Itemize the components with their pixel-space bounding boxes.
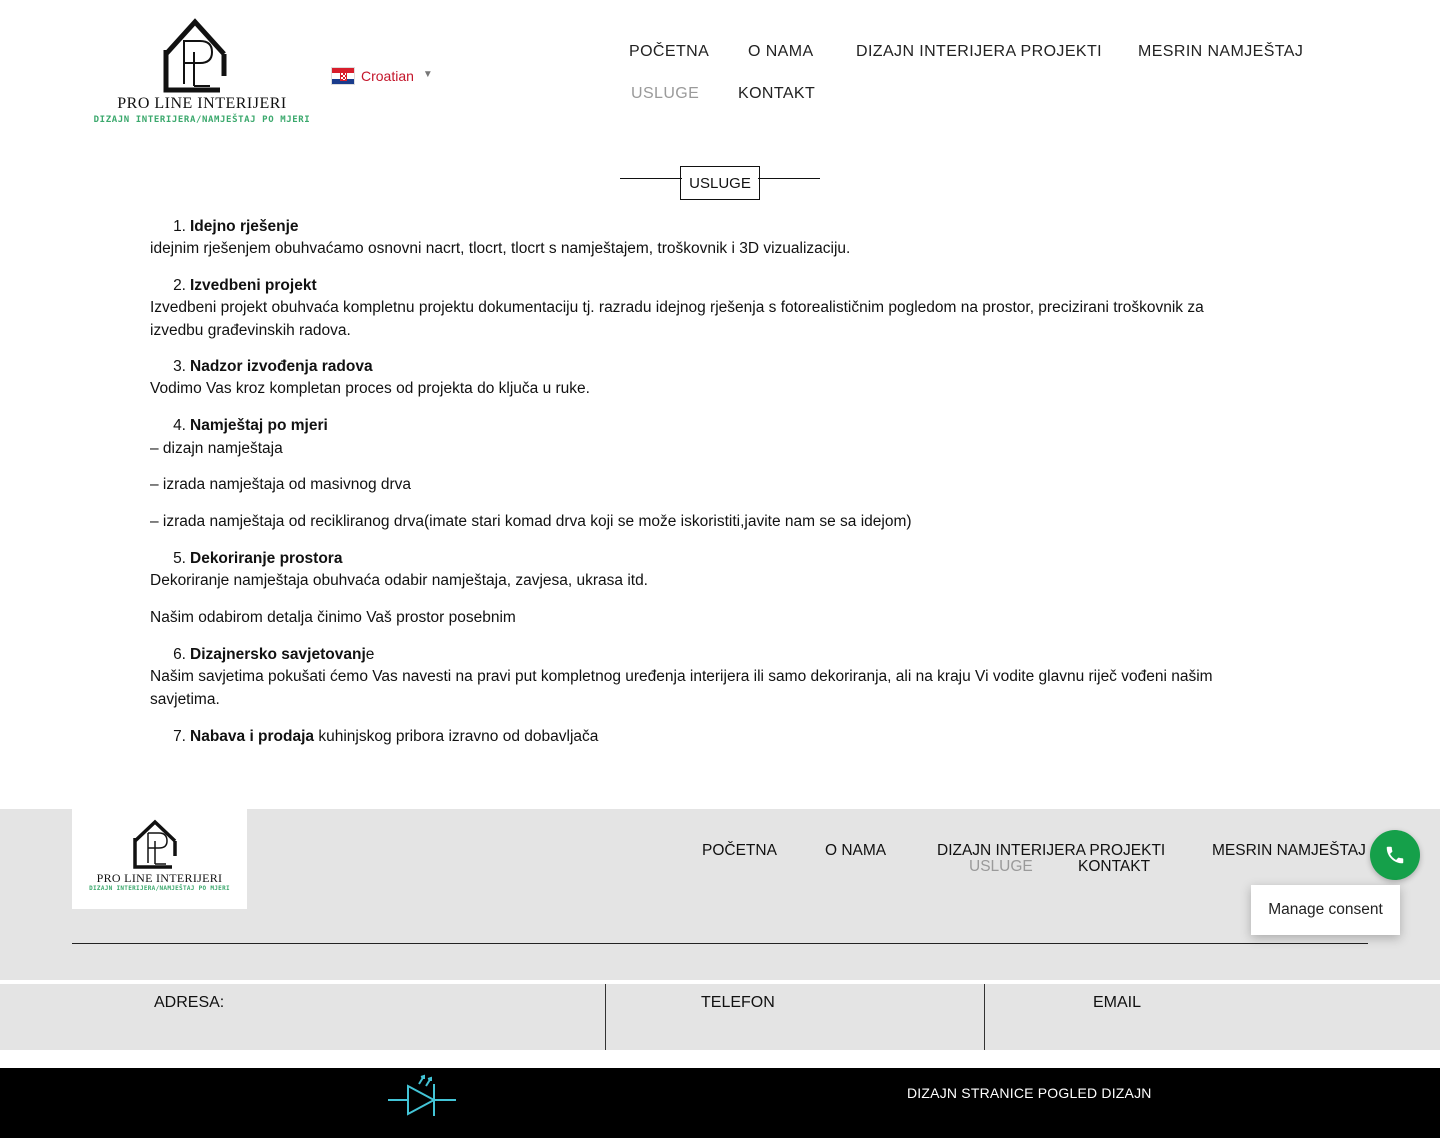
footer-nav-item-dizajn-interijera-projekti[interactable]: DIZAJN INTERIJERA PROJEKTI <box>937 842 1166 859</box>
footer-logo-brand: PRO LINE INTERIJERI <box>96 871 223 885</box>
credits-bar <box>0 1068 1440 1138</box>
service-description: Našim savjetima pokušati ćemo Vas navesti na pravi put kompletnog uređenja interijera ili samo dekoriranja, ali na kraju Vi vodite glavnu riječ vođeni našim savjetima. <box>150 668 1213 708</box>
column-divider <box>984 984 985 1050</box>
list-item: 4. Namještaj po mjeri <box>173 417 328 434</box>
heading-rule-right <box>758 178 820 179</box>
nav-item-pocetna[interactable]: POČETNA <box>629 43 710 60</box>
service-description: – dizajn namještaja <box>150 440 283 457</box>
footer-divider <box>72 943 1368 944</box>
footer-logo-tagline: DIZAJN INTERIJERA/NAMJEŠTAJ PO MJERI <box>89 885 230 892</box>
language-switcher[interactable] <box>331 65 433 87</box>
service-description: – izrada namještaja od recikliranog drva(imate stari komad drva koji se može iskoristiti,javite nam se sa idejom) <box>150 513 912 530</box>
house-logo-icon <box>72 809 247 871</box>
footer-nav-item-o-nama[interactable]: O NAMA <box>825 842 887 859</box>
service-title: Izvedbeni projekt <box>190 277 317 294</box>
site-header <box>0 0 1440 150</box>
phone-label: TELEFON <box>701 994 775 1011</box>
service-title: Dizajnersko savjetovanj <box>190 646 366 663</box>
service-title: Nadzor izvođenja radova <box>190 358 373 375</box>
list-item: 6. Dizajnersko savjetovanje <box>173 646 375 663</box>
service-title: Nabava i prodaja <box>190 728 315 745</box>
footer-contact-row <box>0 984 1440 1050</box>
footer-nav-item-mesrin-namjestaj[interactable]: MESRIN NAMJEŠTAJ <box>1212 842 1366 859</box>
service-title: Idejno rješenje <box>190 218 299 235</box>
nav-item-mesrin-namjestaj[interactable]: MESRIN NAMJEŠTAJ <box>1138 43 1304 60</box>
footer-logo[interactable] <box>72 809 247 909</box>
list-item: 1. Idejno rješenje <box>173 218 299 235</box>
nav-item-kontakt[interactable]: KONTAKT <box>738 85 816 102</box>
column-divider <box>605 984 606 1050</box>
service-title: Namještaj po mjeri <box>190 417 328 434</box>
list-item: 7. Nabava i prodaja kuhinjskog pribora izravno od dobavljača <box>173 728 599 745</box>
footer-nav-item-usluge[interactable]: USLUGE <box>969 858 1033 875</box>
site-footer <box>0 809 1440 980</box>
caret-down-icon: ▼ <box>422 68 433 80</box>
service-title: Dekoriranje prostora <box>190 550 343 567</box>
address-label: ADRESA: <box>154 994 225 1011</box>
nav-item-o-nama[interactable]: O NAMA <box>748 43 814 60</box>
service-description: idejnim rješenjem obuhvaćamo osnovni nacrt, tlocrt, tlocrt s namještajem, troškovnik i 3D vizualizaciju. <box>150 240 851 257</box>
heading-rule-left <box>620 178 682 179</box>
footer-nav-item-kontakt[interactable]: KONTAKT <box>1078 858 1151 875</box>
list-item: 5. Dekoriranje prostora <box>173 550 343 567</box>
croatia-flag-icon <box>331 67 355 85</box>
section-title: USLUGE <box>680 166 760 200</box>
manage-consent-button[interactable]: Manage consent <box>1251 885 1400 935</box>
footer-nav-item-pocetna[interactable]: POČETNA <box>702 842 777 859</box>
led-diode-icon <box>386 1072 458 1118</box>
nav-item-usluge[interactable]: USLUGE <box>631 85 700 102</box>
service-description: Našim odabirom detalja činimo Vaš prostor posebnim <box>150 609 516 626</box>
phone-icon <box>1384 844 1406 866</box>
section-heading <box>620 166 820 200</box>
list-item: 2. Izvedbeni projekt <box>173 277 317 294</box>
service-description: Dekoriranje namještaja obuhvaća odabir namještaja, zavjesa, ukrasa itd. <box>150 572 648 589</box>
service-description: Izvedbeni projekt obuhvaća kompletnu projektu dokumentaciju tj. razradu idejnog rješenja s fotorealističnim pogledom na prostor, precizirani troškovnik za izvedbu građevinskih radova. <box>150 299 1204 339</box>
logo-tagline: DIZAJN INTERIJERA/NAMJEŠTAJ PO MJERI <box>93 115 311 125</box>
email-label: EMAIL <box>1093 994 1142 1011</box>
service-description: – izrada namještaja od masivnog drva <box>150 476 412 493</box>
call-button[interactable] <box>1370 830 1420 880</box>
house-logo-icon <box>78 14 326 94</box>
site-credit-link[interactable]: DIZAJN STRANICE POGLED DIZAJN <box>907 1085 1152 1101</box>
site-logo[interactable] <box>78 14 326 130</box>
nav-item-dizajn-interijera-projekti[interactable]: DIZAJN INTERIJERA PROJEKTI <box>856 43 1102 60</box>
logo-brand: PRO LINE INTERIJERI <box>117 95 287 112</box>
list-item: 3. Nadzor izvođenja radova <box>173 358 373 375</box>
service-description: Vodimo Vas kroz kompletan proces od projekta do ključa u ruke. <box>150 380 590 397</box>
language-label: Croatian <box>361 68 414 84</box>
